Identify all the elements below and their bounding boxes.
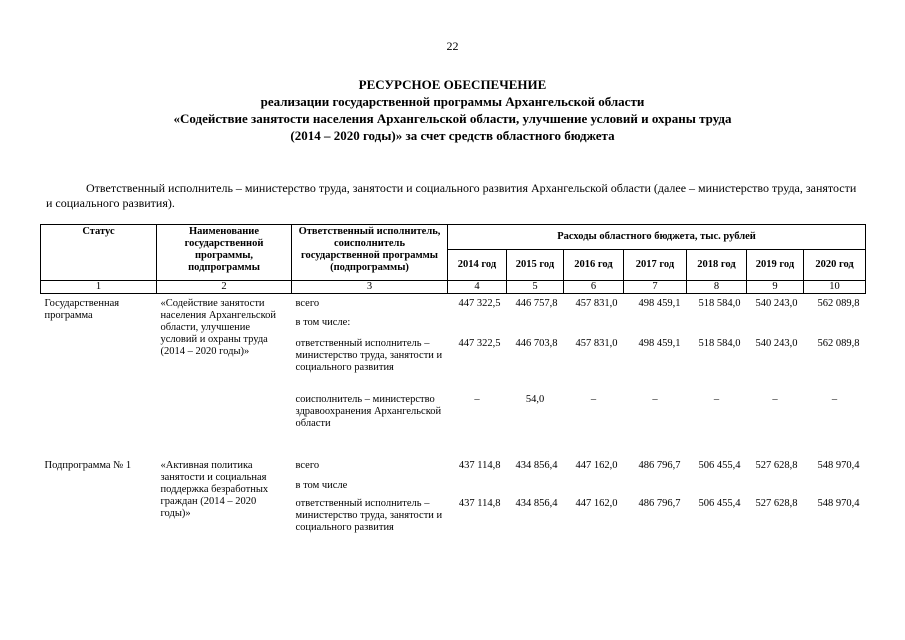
value-cell: – (652, 394, 658, 405)
value-cell: 540 243,0 (755, 298, 798, 309)
col-number: 7 (624, 281, 687, 294)
value-cell: 562 089,8 (817, 338, 860, 349)
header-year-2015: 2015 год (507, 250, 564, 281)
title-line-1: РЕСУРСНОЕ ОБЕСПЕЧЕНИЕ (358, 77, 547, 92)
header-name: Наименование государственной программы, подпрограммы (157, 225, 292, 281)
value-cell: 54,0 (525, 394, 545, 405)
value-cell: 548 970,4 (817, 498, 860, 509)
value-cell: 486 796,7 (638, 498, 681, 509)
program-name-cell: «Содействие занятости населения Архангельской области, улучшение условий и охраны труда (2014 – 2020 годы)» (160, 298, 276, 357)
col-number: 9 (747, 281, 804, 294)
page-number: 22 (446, 39, 459, 53)
header-status: Статус (41, 225, 157, 281)
value-cell: 447 162,0 (575, 460, 618, 471)
col-number: 8 (687, 281, 747, 294)
value-cell: 486 796,7 (638, 460, 681, 471)
program-name-cell: «Активная политика занятости и социальная поддержка безработных граждан (2014 – 2020 годы)» (160, 460, 269, 519)
title-line-2: реализации государственной программы Архангельской области (260, 94, 645, 109)
header-year-2017: 2017 год (624, 250, 687, 281)
header-year-2019: 2019 год (747, 250, 804, 281)
value-cell: 562 089,8 (817, 298, 860, 309)
intro-text: Ответственный исполнитель – министерство труда, занятости и социального развития Архангельской области (далее – министерство труда, занятости и социального развития). (46, 181, 857, 210)
status-cell: Государственная программа (44, 298, 120, 321)
resource-table (40, 224, 866, 542)
value-cell: 434 856,4 (515, 498, 558, 509)
header-year-2020: 2020 год (804, 250, 866, 281)
value-cell: 446 757,8 (515, 298, 558, 309)
executor-cell: ответственный исполнитель – министерство труда, занятости и социального развития (295, 498, 443, 533)
value-cell: 506 455,4 (698, 498, 741, 509)
table-row (41, 294, 866, 315)
value-cell: – (713, 394, 720, 405)
header-expenses: Расходы областного бюджета, тыс. рублей (448, 225, 866, 250)
executor-cell: всего (295, 460, 320, 471)
header-year-2018: 2018 год (687, 250, 747, 281)
value-cell: 548 970,4 (817, 460, 860, 471)
col-number: 2 (157, 281, 292, 294)
header-year-2016: 2016 год (564, 250, 624, 281)
value-cell: – (590, 394, 597, 405)
executor-cell: ответственный исполнитель – министерство труда, занятости и социального развития (295, 338, 443, 373)
col-number: 3 (292, 281, 448, 294)
col-number: 5 (507, 281, 564, 294)
title-line-4: (2014 – 2020 годы)» за счет средств областного бюджета (290, 128, 615, 143)
executor-cell: в том числе (295, 480, 348, 491)
col-number: 4 (448, 281, 507, 294)
executor-cell: в том числе: (295, 317, 351, 328)
header-year-2014: 2014 год (448, 250, 507, 281)
intro-paragraph (46, 181, 860, 211)
title-line-3: «Содействие занятости населения Архангельской области, улучшение условий и охраны труда (173, 111, 732, 126)
value-cell: 437 114,8 (458, 460, 501, 471)
col-number: 10 (804, 281, 866, 294)
value-cell: 518 584,0 (698, 338, 741, 349)
value-cell: 498 459,1 (638, 338, 681, 349)
value-cell: 447 162,0 (575, 498, 618, 509)
table-row (41, 452, 866, 474)
value-cell: 457 831,0 (575, 298, 618, 309)
col-number: 1 (41, 281, 157, 294)
value-cell: 527 628,8 (755, 498, 798, 509)
header-executor: Ответственный исполнитель, соисполнитель государственной программы (подпрограммы) (292, 225, 448, 281)
value-cell: – (772, 394, 778, 405)
status-cell: Подпрограмма № 1 (44, 460, 132, 471)
value-cell: 518 584,0 (698, 298, 741, 309)
col-number: 6 (564, 281, 624, 294)
value-cell: 437 114,8 (458, 498, 501, 509)
executor-cell: всего (295, 298, 320, 309)
value-cell: 527 628,8 (755, 460, 798, 471)
document-title (60, 76, 845, 144)
value-cell: 447 322,5 (458, 298, 501, 309)
executor-cell: соисполнитель – министерство здравоохранения Архангельской области (295, 394, 442, 429)
value-cell: 540 243,0 (755, 338, 798, 349)
value-cell: 498 459,1 (638, 298, 681, 309)
value-cell: 506 455,4 (698, 460, 741, 471)
value-cell: – (474, 394, 480, 405)
value-cell: 434 856,4 (515, 460, 558, 471)
value-cell: 457 831,0 (575, 338, 618, 349)
value-cell: 446 703,8 (515, 338, 558, 349)
value-cell: 447 322,5 (458, 338, 501, 349)
value-cell: – (831, 394, 838, 405)
